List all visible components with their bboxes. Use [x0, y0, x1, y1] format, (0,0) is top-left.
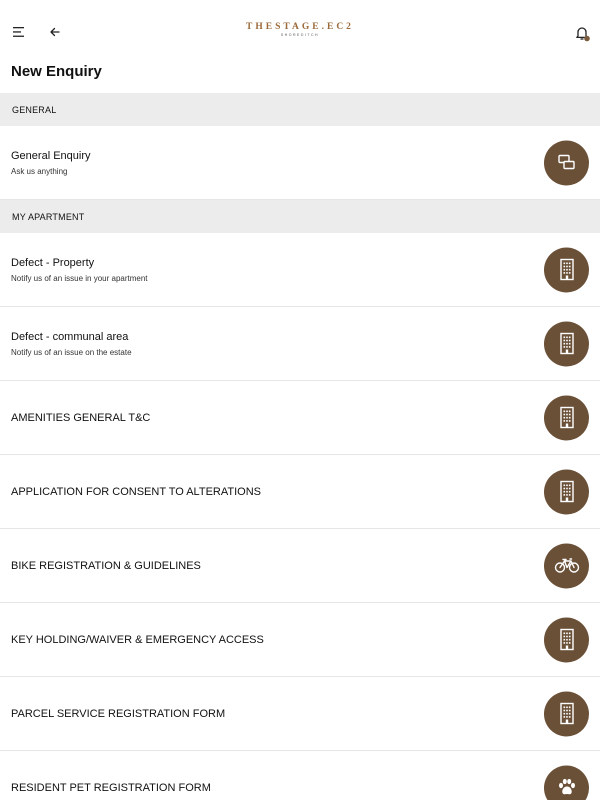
enquiry-item-bike-registration[interactable] — [0, 529, 600, 603]
item-title: PARCEL SERVICE REGISTRATION FORM — [11, 707, 226, 720]
enquiry-item-defect-communal[interactable] — [0, 307, 600, 381]
item-subtitle: Notify us of an issue on the estate — [11, 347, 132, 357]
paw-icon — [556, 777, 578, 799]
menu-button[interactable] — [8, 20, 30, 44]
notifications-button[interactable] — [570, 20, 594, 46]
logo-text: THESTAGE.EC2 — [246, 22, 354, 32]
item-title: RESIDENT PET REGISTRATION FORM — [11, 781, 211, 794]
section-header-my-apartment: MY APARTMENT — [0, 200, 600, 233]
enquiry-item-general[interactable] — [0, 126, 600, 200]
building-icon — [558, 333, 576, 355]
item-title: General Enquiry — [11, 149, 91, 162]
item-title: Defect - communal area — [11, 330, 129, 343]
item-icon-circle — [544, 247, 589, 292]
item-icon-circle — [544, 691, 589, 736]
brand-logo — [200, 22, 400, 37]
building-icon — [558, 481, 576, 503]
bicycle-icon — [554, 557, 580, 575]
item-icon-circle — [544, 765, 589, 800]
item-title: AMENITIES GENERAL T&C — [11, 411, 151, 424]
arrow-left-icon — [49, 26, 61, 38]
notification-badge — [584, 36, 590, 42]
item-title: Defect - Property — [11, 256, 95, 269]
top-bar — [0, 0, 600, 60]
enquiry-item-consent-alterations[interactable] — [0, 455, 600, 529]
item-icon-circle — [544, 395, 589, 440]
enquiry-item-pet-registration[interactable] — [0, 751, 600, 800]
enquiry-item-amenities[interactable] — [0, 381, 600, 455]
item-icon-circle — [544, 321, 589, 366]
item-subtitle: Ask us anything — [11, 166, 68, 176]
item-title: KEY HOLDING/WAIVER & EMERGENCY ACCESS — [11, 633, 264, 646]
enquiry-item-parcel-service[interactable] — [0, 677, 600, 751]
enquiry-item-defect-property[interactable] — [0, 233, 600, 307]
building-icon — [558, 259, 576, 281]
item-icon-circle — [544, 469, 589, 514]
back-button[interactable] — [44, 20, 66, 44]
item-icon-circle — [544, 140, 589, 185]
item-title: APPLICATION FOR CONSENT TO ALTERATIONS — [11, 485, 261, 498]
logo-subtext: SHOREDITCH — [280, 33, 320, 37]
item-subtitle: Notify us of an issue in your apartment — [11, 273, 148, 283]
hamburger-menu-icon — [12, 26, 26, 38]
section-header-general: GENERAL — [0, 93, 600, 126]
building-icon — [558, 629, 576, 651]
item-title: BIKE REGISTRATION & GUIDELINES — [11, 559, 201, 572]
building-icon — [558, 703, 576, 725]
bell-icon — [573, 24, 591, 42]
enquiry-item-key-holding[interactable] — [0, 603, 600, 677]
page-title: New Enquiry — [11, 63, 102, 80]
chat-bubbles-icon — [557, 154, 577, 172]
item-icon-circle — [544, 617, 589, 662]
building-icon — [558, 407, 576, 429]
item-icon-circle — [544, 543, 589, 588]
enquiry-list — [0, 93, 600, 800]
